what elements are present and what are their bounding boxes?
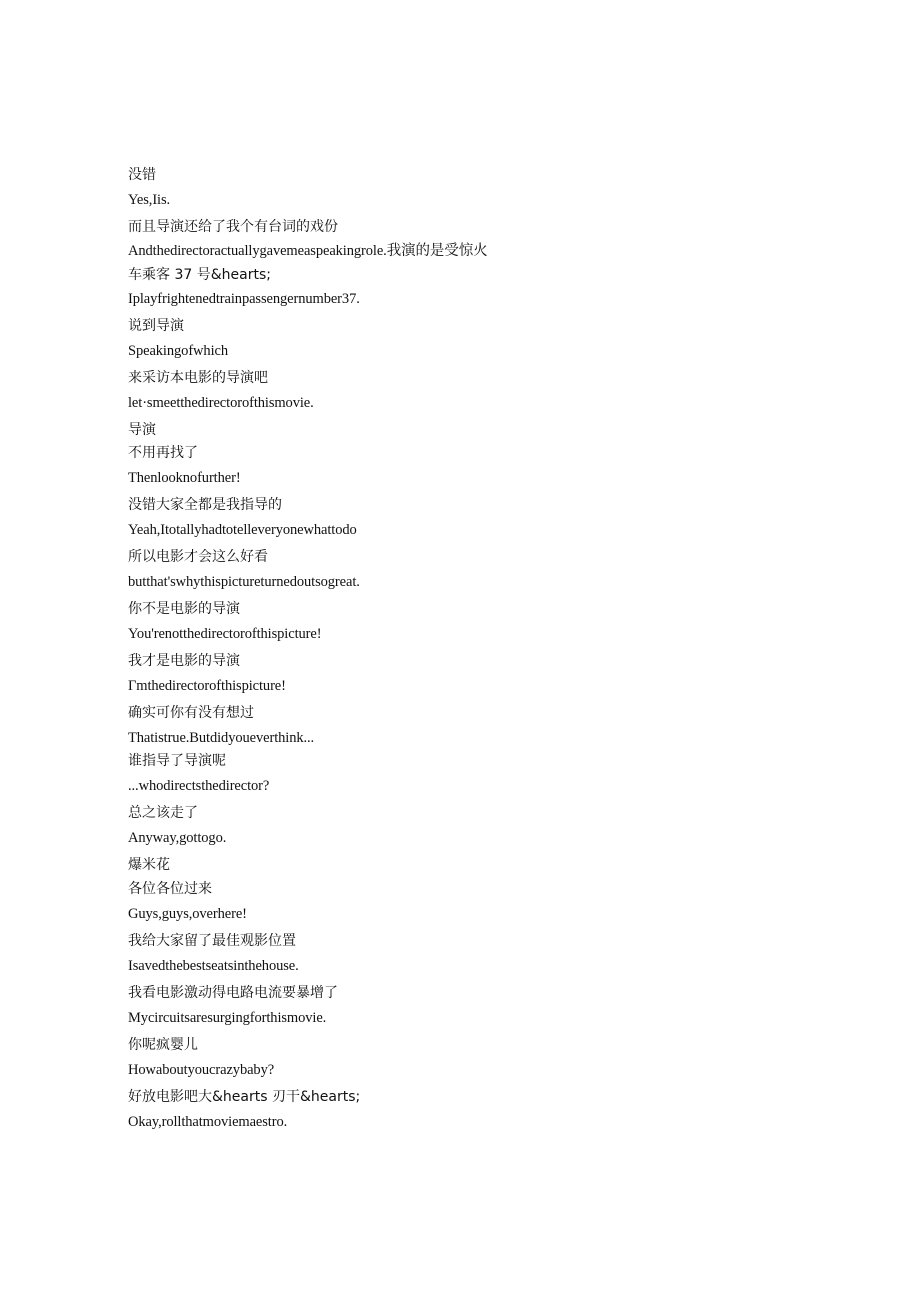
text-line: 各位各位过来 (128, 881, 212, 897)
text-line: 确实可你有没有想过 (128, 705, 254, 721)
text-line: 我给大家留了最佳观影位置 (128, 933, 296, 949)
text-line: Γmthedirectorofthispicture! (128, 678, 286, 694)
text-line: Speakingofwhich (128, 343, 228, 359)
text-line: Isavedthebestseatsinthehouse. (128, 958, 299, 974)
text-line: Okay,rollthatmoviemaestro. (128, 1114, 288, 1130)
text-line: Yeah,Itotallyhadtotelleveryonewhattodo (128, 522, 357, 538)
text-line: 爆米花 (128, 857, 170, 873)
text-line: let·smeetthedirectorofthismovie. (128, 395, 314, 411)
text-line: Andthedirectoractuallygavemeaspeakingrole.我演的是受惊火 (128, 243, 488, 259)
text-line: Thatistrue.Butdidyoueverthink... (128, 730, 315, 746)
text-line: 而且导演还给了我个有台词的戏份 (128, 219, 338, 235)
text-line: 所以电影才会这么好看 (128, 549, 268, 565)
text-line: 谁指导了导演呢 (128, 753, 226, 769)
text-line: You'renotthedirectorofthispicture! (128, 626, 322, 642)
text-line: ...whodirectsthedirector? (128, 778, 270, 794)
text-line: butthat'swhythispictureturnedoutsogreat. (128, 574, 360, 590)
text-line: 你不是电影的导演 (128, 601, 240, 617)
text-line: Anyway,gottogo. (128, 830, 227, 846)
text-line: 来采访本电影的导演吧 (128, 370, 268, 386)
text-line: Howaboutyoucrazybaby? (128, 1062, 275, 1078)
text-line: 我看电影激动得电路电流要暴增了 (128, 985, 338, 1001)
text-line: 没错 (128, 167, 156, 183)
text-line: 你呢疯婴儿 (128, 1037, 198, 1053)
text-line: 我才是电影的导演 (128, 653, 240, 669)
text-line: Thenlooknofurther! (128, 470, 241, 486)
text-line: Iplayfrightenedtrainpassengernumber37. (128, 291, 360, 307)
text-line: 没错大家全都是我指导的 (128, 497, 282, 513)
text-line: Yes,Iis. (128, 192, 171, 208)
text-line: 总之该走了 (128, 805, 198, 821)
text-line: 不用再找了 (128, 445, 198, 461)
text-line: 说到导演 (128, 318, 184, 334)
text-line: Guys,guys,overhere! (128, 906, 247, 922)
text-line: 车乘客 37 号&hearts; (128, 267, 271, 283)
text-line: Mycircuitsaresurgingforthismovie. (128, 1010, 327, 1026)
text-line: 好放电影吧大&hearts 刃干&hearts; (128, 1089, 361, 1105)
text-line: 导演 (128, 422, 156, 438)
